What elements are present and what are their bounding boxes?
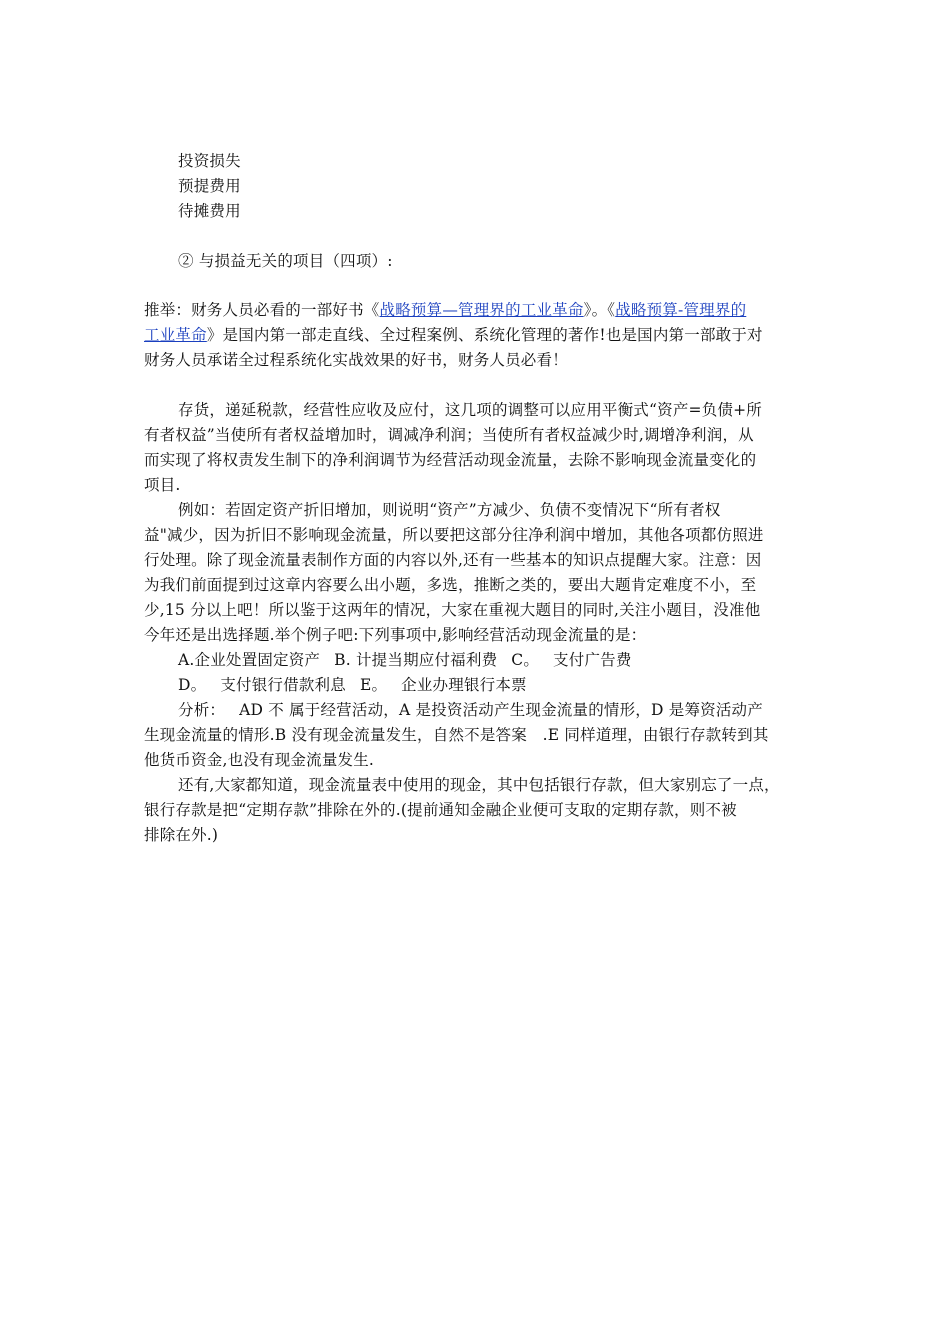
analysis-text-1: AD 不 属于经营活动，A 是投资活动产生现金流量的情形，D 是筹资活动产	[239, 701, 763, 719]
book-link-2[interactable]: 战略预算-管理界的	[615, 301, 747, 319]
recommend-rest: 》是国内第一部走直线、全过程案例、系统化管理的著作!也是国内第一部敢于对	[206, 326, 763, 344]
recommend-line-2	[144, 323, 808, 348]
para3-line-2: 银行存款是把“定期存款”排除在外的.(提前通知金融企业便可支取的定期存款，则不被	[144, 801, 737, 819]
para2-line-6: 今年还是出选择题.举个例子吧:下列事项中,影响经营活动现金流量的是：	[144, 626, 647, 644]
para1-line-3: 而实现了将权责发生制下的净利润调节为经营活动现金流量，去除不影响现金流量变化的	[144, 451, 757, 469]
analysis-line-3: 他货币资金,也没有现金流量发生.	[144, 751, 375, 769]
para2-line-2: 益"减少，因为折旧不影响现金流量，所以要把这部分往净利润中增加，其他各项都仿照进	[144, 526, 764, 544]
para1-line-4: 项目.	[144, 476, 181, 494]
option-d-label: D。	[178, 676, 207, 694]
recommend-line-1	[144, 298, 808, 323]
para3-line-1: 还有,大家都知道，现金流量表中使用的现金，其中包括银行存款，但大家别忘了一点，	[178, 776, 780, 794]
option-d-text: 支付银行借款利息	[220, 676, 346, 694]
recommend-mid: 》。《	[583, 301, 616, 319]
para2-line-3: 行处理。除了现金流量表制作方面的内容以外,还有一些基本的知识点提醒大家。注意：因	[144, 551, 762, 569]
option-b: B. 计提当期应付福利费	[334, 651, 498, 669]
options-line-1	[178, 648, 808, 673]
analysis-label: 分析：	[178, 701, 226, 719]
option-c-text: 支付广告费	[553, 651, 632, 669]
para1-line-1: 存货，递延税款，经营性应收及应付，这几项的调整可以应用平衡式“资产=负债+所	[178, 401, 763, 419]
analysis-line-2: 生现金流量的情形.B 没有现金流量发生，自然不是答案 .E 同样道理，由银行存款转到其	[144, 726, 769, 744]
para2-line-5: 少,15 分以上吧！所以鉴于这两年的情况，大家在重视大题目的同时,关注小题目，没准他	[144, 601, 761, 619]
list-item-deferred-expenses: 待摊费用	[178, 202, 241, 220]
option-e-label: E。	[359, 676, 388, 694]
book-link-2-cont[interactable]: 工业革命	[144, 326, 207, 344]
para2-line-1: 例如：若固定资产折旧增加，则说明“资产”方减少、负债不变情况下“所有者权	[178, 501, 721, 519]
option-c-label: C。	[511, 651, 540, 669]
option-e-text: 企业办理银行本票	[401, 676, 527, 694]
para3-line-3: 排除在外.)	[144, 826, 219, 844]
recommend-line-3: 财务人员承诺全过程系统化实战效果的好书，财务人员必看！	[144, 351, 568, 369]
para1-line-2: 有者权益”当使所有者权益增加时，调减净利润；当使所有者权益减少时,调增净利润，从	[144, 426, 754, 444]
section-heading: ② 与损益无关的项目（四项）:	[178, 252, 393, 270]
list-item-investment-loss: 投资损失	[178, 152, 241, 170]
option-a: A.企业处置固定资产	[178, 651, 321, 669]
analysis-line-1	[178, 698, 808, 723]
options-line-2	[178, 673, 808, 698]
recommend-prefix: 推举：财务人员必看的一部好书《	[144, 301, 380, 319]
list-item-accrued-expenses: 预提费用	[178, 177, 241, 195]
para2-line-4: 为我们前面提到过这章内容要么出小题，多选，推断之类的，要出大题肯定难度不小，至	[144, 576, 757, 594]
book-link-1[interactable]: 战略预算—管理界的工业革命	[379, 301, 584, 319]
